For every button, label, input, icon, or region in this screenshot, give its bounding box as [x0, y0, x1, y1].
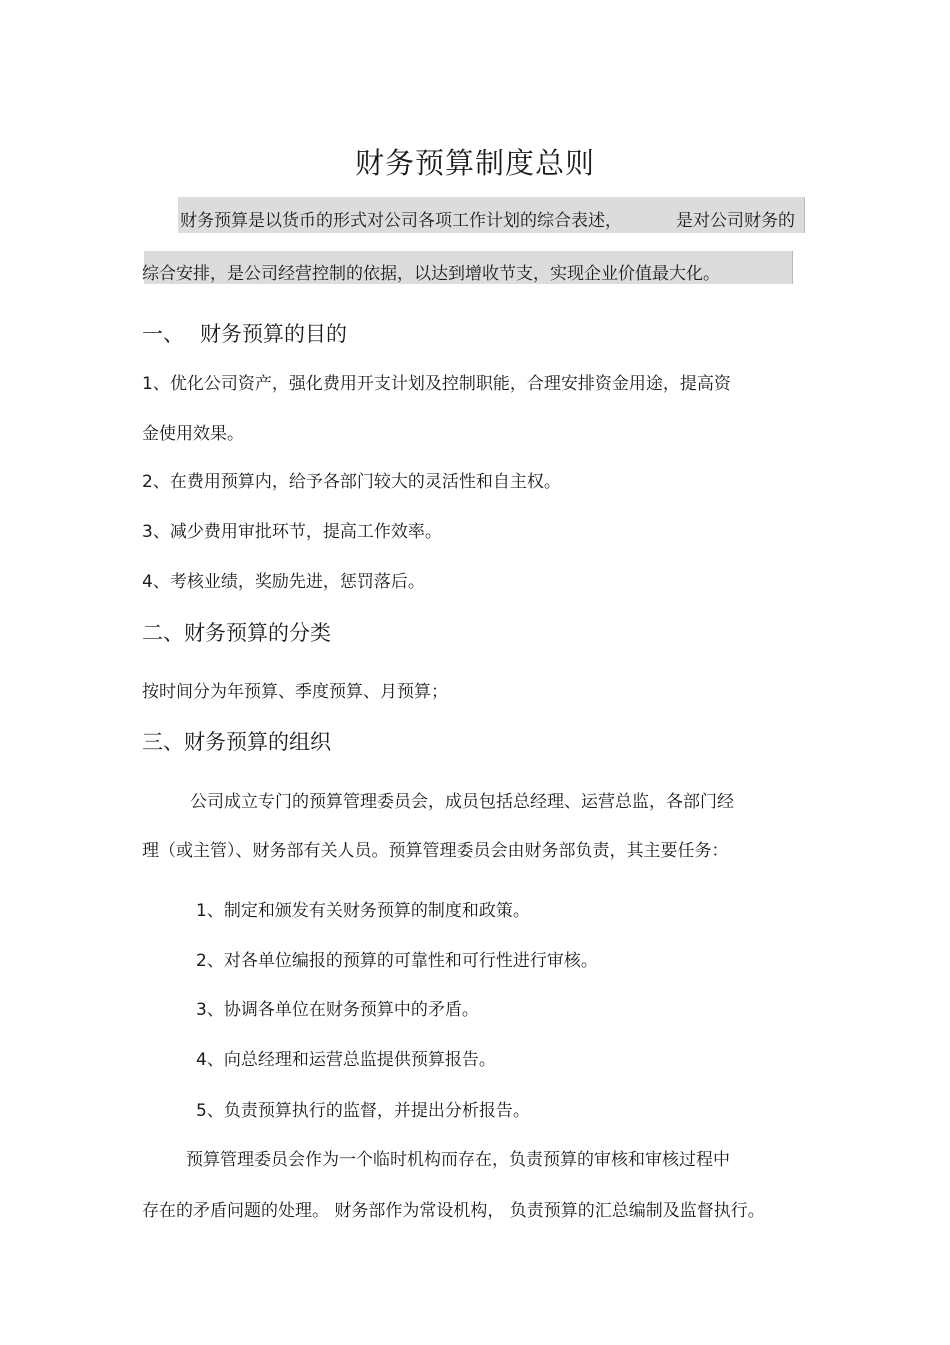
section-3-task-1: 1、制定和颁发有关财务预算的制度和政策。: [196, 901, 530, 921]
section-1-item-2: 2、在费用预算内，给予各部门较大的灵活性和自主权。: [142, 472, 561, 492]
section-3-para-2-line-2: 存在的矛盾问题的处理。 财务部作为常设机构， 负责预算的汇总编制及监督执行。: [142, 1201, 765, 1221]
section-1-item-3: 3、减少费用审批环节，提高工作效率。: [142, 522, 442, 542]
section-3-task-3: 3、协调各单位在财务预算中的矛盾。: [196, 1000, 479, 1020]
intro-line-1b: 是对公司财务的: [676, 211, 795, 231]
intro-line-2: 综合安排，是公司经营控制的依据，以达到增收节支，实现企业价值最大化。: [142, 264, 720, 284]
section-3-task-5: 5、负责预算执行的监督，并提出分析报告。: [196, 1101, 530, 1121]
section-1-number: 一、: [142, 322, 184, 346]
section-3-task-2: 2、对各单位编报的预算的可靠性和可行性进行审核。: [196, 951, 598, 971]
section-2-text: 按时间分为年预算、季度预算、月预算；: [142, 682, 448, 702]
section-3-heading: 三、财务预算的组织: [142, 730, 331, 754]
section-3-para-1-line-1: 公司成立专门的预算管理委员会，成员包括总经理、运营总监，各部门经: [190, 792, 734, 812]
section-3-task-4: 4、向总经理和运营总监提供预算报告。: [196, 1050, 496, 1070]
section-1-heading: 财务预算的目的: [200, 322, 347, 346]
section-3-para-2-line-1: 预算管理委员会作为一个临时机构而存在，负责预算的审核和审核过程中: [186, 1150, 730, 1170]
section-1-item-4: 4、考核业绩，奖励先进，惩罚落后。: [142, 572, 425, 592]
section-3-para-1-line-2: 理（或主管）、财务部有关人员。预算管理委员会由财务部负责，其主要任务：: [142, 841, 729, 861]
section-1-item-1-line-2: 金使用效果。: [142, 424, 244, 444]
section-2-heading: 二、财务预算的分类: [142, 621, 331, 645]
document-title: 财务预算制度总则: [354, 146, 595, 180]
intro-line-1a: 财务预算是以货币的形式对公司各项工作计划的综合表述，: [180, 211, 622, 231]
section-1-item-1-line-1: 1、优化公司资产，强化费用开支计划及控制职能，合理安排资金用途，提高资: [142, 374, 731, 394]
